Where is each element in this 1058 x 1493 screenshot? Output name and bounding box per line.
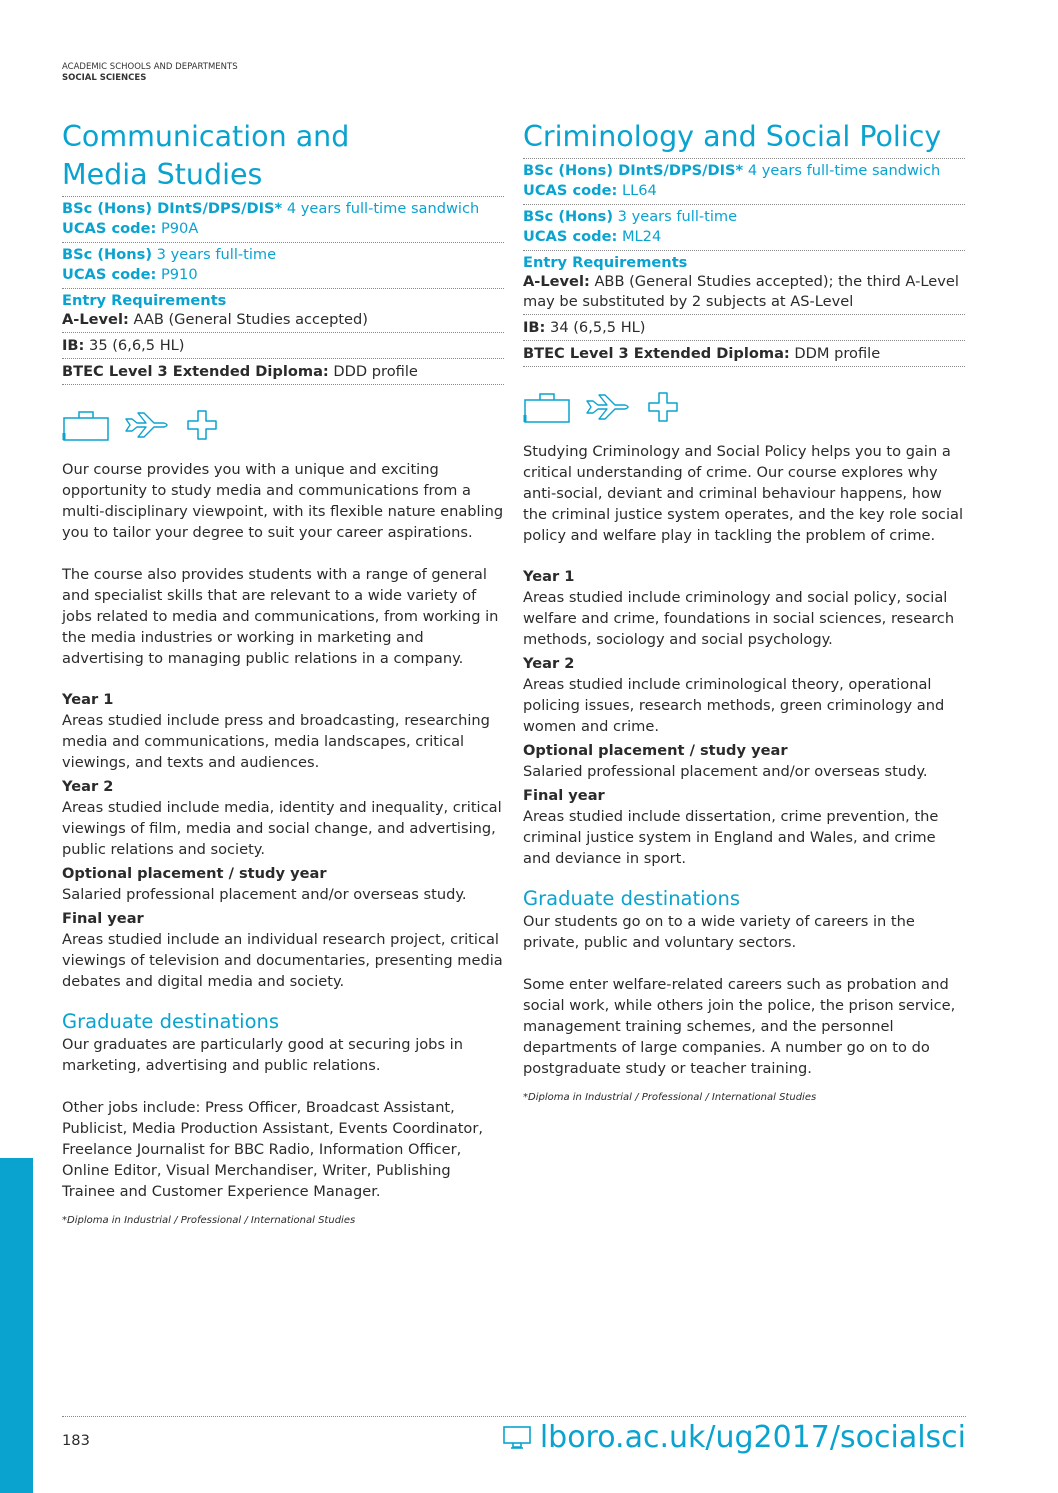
year-text: Areas studied include an individual research project, critical viewings of television and documentaries, presenting media debates and digital media and society. — [62, 931, 503, 990]
requirement-row — [523, 272, 965, 314]
ucas-label: UCAS code: — [62, 220, 157, 237]
degree-name: BSc (Hons) — [62, 246, 153, 263]
degree-name: BSc (Hons) DIntS/DPS/DIS* — [62, 200, 283, 217]
graduate-paragraph: Our graduates are particularly good at securing jobs in marketing, advertising and public relations. — [62, 1036, 463, 1074]
ucas-code: P910 — [156, 266, 198, 283]
requirement-label: BTEC Level 3 Extended Diploma: — [62, 363, 329, 380]
course-feature-icons — [62, 395, 504, 455]
divider — [523, 366, 965, 367]
footnote: *Diploma in Industrial / Professional / International Studies — [62, 1215, 356, 1226]
requirement-row — [62, 358, 504, 384]
degree-mode: 4 years full-time sandwich — [743, 162, 941, 179]
year-heading: Year 1 — [523, 568, 575, 585]
graduate-paragraph: Other jobs include: Press Officer, Broadcast Assistant, Publicist, Media Production Assistant, Events Coordinator, Freelance Journalist for BBC Radio, Information Officer, Online Editor, Visual Merchandiser, Writer, Publishing Trainee and Customer Experience Manager. — [62, 1099, 484, 1200]
course-title-line1: Communication and — [62, 120, 350, 153]
course-column-criminology — [523, 118, 965, 1105]
intro-paragraph: Our course provides you with a unique and exciting opportunity to study media and communications from a multi-disciplinary viewpoint, with its flexible nature enabling you to tailor your degree to suit your career aspirations. — [62, 461, 504, 541]
ucas-code: LL64 — [617, 182, 657, 199]
year-text: Areas studied include criminological theory, operational policing issues, research methods, green criminology and women and crime. — [523, 676, 945, 735]
requirement-value: DDD profile — [328, 363, 418, 380]
requirement-row — [62, 332, 504, 358]
year-text: Salaried professional placement and/or overseas study. — [62, 886, 467, 903]
requirement-row — [523, 340, 965, 366]
requirement-label: BTEC Level 3 Extended Diploma: — [523, 345, 790, 362]
plane-icon — [585, 392, 633, 422]
year-heading: Final year — [523, 787, 605, 804]
year-text: Areas studied include press and broadcasting, researching media and communications, media landscapes, critical viewings, and texts and audiences. — [62, 712, 490, 771]
computer-icon — [502, 1425, 532, 1451]
graduate-paragraph: Some enter welfare-related careers such as probation and social work, while others join the police, the prison service, management training schemes, and the personnel departments of large companies. A number go on to do postgraduate study or teacher training. — [523, 976, 956, 1077]
requirement-value: AAB (General Studies accepted) — [128, 311, 368, 328]
requirement-value: 35 (6,6,5 HL) — [84, 337, 185, 354]
year-text: Areas studied include criminology and social policy, social welfare and crime, foundations in social sciences, research methods, sociology and social psychology. — [523, 589, 955, 648]
intro-paragraph: Studying Criminology and Social Policy helps you to gain a critical understanding of crime. Our course explores why anti-social, deviant and criminal behaviour happens, how the criminal justice system operates, and the key role social policy and welfare play in tackling the problem of crime. — [523, 443, 963, 544]
requirement-value: DDM profile — [789, 345, 881, 362]
header-section: ACADEMIC SCHOOLS AND DEPARTMENTS — [62, 62, 238, 72]
course-feature-icons — [523, 377, 965, 437]
year-text: Areas studied include dissertation, crime prevention, the criminal justice system in England and Wales, and crime and deviance in sport. — [523, 808, 939, 867]
requirement-label: IB: — [62, 337, 85, 354]
requirement-row — [523, 314, 965, 340]
ucas-label: UCAS code: — [523, 228, 618, 245]
degree-name: BSc (Hons) — [523, 208, 614, 225]
degree-name: BSc (Hons) DIntS/DPS/DIS* — [523, 162, 744, 179]
requirement-value: ABB (General Studies accepted); the third A-Level may be substituted by 2 subjects at AS-Level — [523, 273, 959, 310]
header-subsection: SOCIAL SCIENCES — [62, 73, 147, 83]
degree-mode: 3 years full-time — [152, 246, 277, 263]
year-heading: Year 2 — [523, 655, 575, 672]
course-title — [62, 118, 504, 194]
entry-requirements-heading: Entry Requirements — [523, 250, 965, 272]
page-number: 183 — [62, 1432, 90, 1449]
ucas-label: UCAS code: — [523, 182, 618, 199]
divider — [62, 384, 504, 385]
footnote: *Diploma in Industrial / Professional / International Studies — [523, 1092, 817, 1103]
degree-option — [62, 196, 504, 242]
course-url-link[interactable] — [502, 1420, 966, 1455]
page-header — [62, 62, 238, 84]
entry-requirements-heading: Entry Requirements — [62, 288, 504, 310]
medical-cross-icon — [647, 391, 679, 423]
degree-mode: 3 years full-time — [613, 208, 738, 225]
graduate-destinations-heading: Graduate destinations — [62, 1010, 280, 1033]
ucas-code: P90A — [156, 220, 199, 237]
course-title-line2: Media Studies — [62, 158, 263, 191]
ucas-code: ML24 — [617, 228, 662, 245]
requirement-label: IB: — [523, 319, 546, 336]
side-accent-bar — [0, 1158, 33, 1493]
requirement-value: 34 (6,5,5 HL) — [545, 319, 646, 336]
course-title: Criminology and Social Policy — [523, 120, 942, 153]
graduate-paragraph: Our students go on to a wide variety of careers in the private, public and voluntary sectors. — [523, 913, 915, 951]
medical-cross-icon — [186, 409, 218, 441]
year-heading: Year 2 — [62, 778, 114, 795]
plane-icon — [124, 410, 172, 440]
graduate-destinations-heading: Graduate destinations — [523, 887, 741, 910]
degree-option — [523, 204, 965, 250]
footer-divider — [62, 1416, 966, 1417]
degree-option — [523, 158, 965, 204]
year-text: Salaried professional placement and/or overseas study. — [523, 763, 928, 780]
briefcase-icon — [62, 408, 110, 442]
intro-paragraph: The course also provides students with a range of general and specialist skills that are relevant to a wide variety of jobs related to media and communications, from working in the media industries or working in marketing and advertising to managing public relations in a company. — [62, 566, 499, 667]
requirement-label: A-Level: — [523, 273, 590, 290]
course-column-communication — [62, 118, 504, 1228]
year-text: Areas studied include media, identity and inequality, critical viewings of film, media and social change, and advertising, public relations and society. — [62, 799, 502, 858]
year-heading: Optional placement / study year — [62, 865, 327, 882]
briefcase-icon — [523, 390, 571, 424]
degree-mode: 4 years full-time sandwich — [282, 200, 480, 217]
ucas-label: UCAS code: — [62, 266, 157, 283]
requirement-row — [62, 310, 504, 332]
requirement-label: A-Level: — [62, 311, 129, 328]
year-heading: Year 1 — [62, 691, 114, 708]
course-url-text[interactable]: lboro.ac.uk/ug2017/socialsci — [539, 1420, 966, 1455]
degree-option — [62, 242, 504, 288]
year-heading: Optional placement / study year — [523, 742, 788, 759]
year-heading: Final year — [62, 910, 144, 927]
